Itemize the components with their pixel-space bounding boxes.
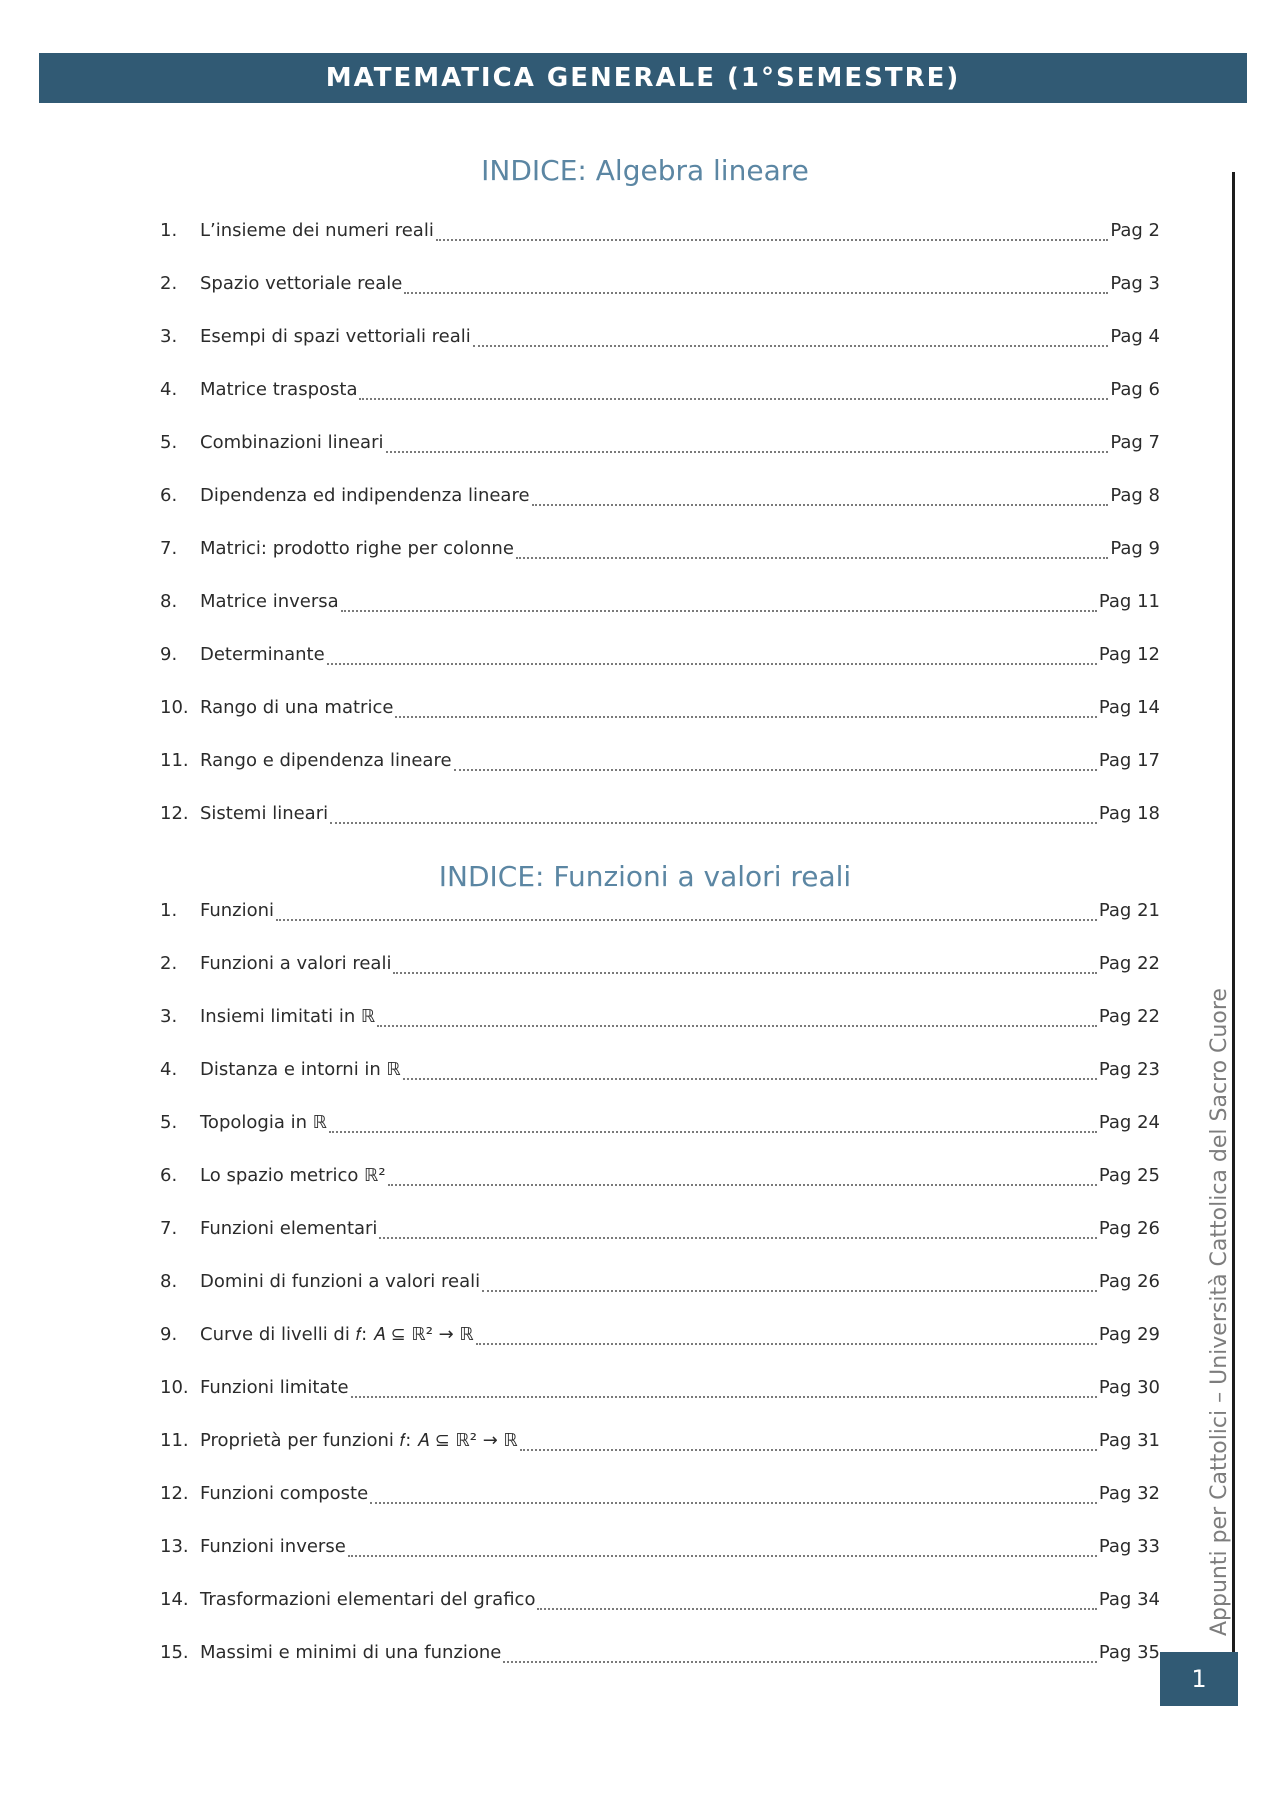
toc-item[interactable] (160, 1536, 1160, 1564)
toc-item[interactable] (160, 220, 1160, 248)
toc-number: 3. (160, 326, 178, 347)
toc-title: Curve di livelli di 𝑓: 𝐴 ⊆ ℝ² → ℝ (200, 1324, 474, 1345)
dot-leader (329, 1131, 1097, 1133)
toc-page: Pag 11 (1098, 591, 1160, 612)
toc-number: 8. (160, 591, 178, 612)
dot-leader (359, 398, 1108, 400)
toc-item[interactable] (160, 953, 1160, 981)
toc-page: Pag 23 (1098, 1059, 1160, 1080)
toc-item[interactable] (160, 326, 1160, 354)
toc-item[interactable] (160, 1430, 1160, 1458)
toc-title: Determinante (200, 644, 325, 665)
toc-title: Funzioni (200, 900, 275, 921)
toc-title: Funzioni elementari (200, 1218, 378, 1239)
dot-leader (520, 1449, 1097, 1451)
dot-leader (473, 345, 1109, 347)
toc-title: Dipendenza ed indipendenza lineare (200, 485, 530, 506)
toc-title: Trasformazioni elementari del grafico (200, 1589, 536, 1610)
toc-title: Funzioni a valori reali (200, 953, 392, 974)
toc-page: Pag 26 (1098, 1218, 1160, 1239)
toc-title: Proprietà per funzioni 𝑓: 𝐴 ⊆ ℝ² → ℝ (200, 1430, 518, 1451)
toc-item[interactable] (160, 1642, 1160, 1670)
toc-page: Pag 22 (1098, 1006, 1160, 1027)
toc-number: 4. (160, 379, 178, 400)
toc-number: 9. (160, 644, 178, 665)
toc-title: Sistemi lineari (200, 803, 329, 824)
toc-number: 11. (160, 750, 189, 771)
dot-leader (377, 1025, 1097, 1027)
dot-leader (404, 292, 1108, 294)
toc-page: Pag 2 (1110, 220, 1160, 241)
toc-number: 3. (160, 1006, 178, 1027)
toc-item[interactable] (160, 697, 1160, 725)
dot-leader (327, 663, 1097, 665)
toc-title: Distanza e intorni in ℝ (200, 1059, 401, 1080)
page-number-box (1160, 1652, 1238, 1706)
toc-number: 2. (160, 953, 178, 974)
toc-title: Funzioni limitate (200, 1377, 349, 1398)
toc-page: Pag 3 (1110, 273, 1160, 294)
toc-item[interactable] (160, 644, 1160, 672)
toc-page: Pag 12 (1098, 644, 1160, 665)
toc-title: Rango e dipendenza lineare (200, 750, 452, 771)
toc-number: 1. (160, 900, 178, 921)
page-number: 1 (1191, 1665, 1207, 1693)
toc-number: 13. (160, 1536, 189, 1557)
toc-item[interactable] (160, 273, 1160, 301)
toc-number: 12. (160, 803, 189, 824)
toc-page: Pag 8 (1110, 485, 1160, 506)
toc-title: Matrice inversa (200, 591, 339, 612)
header-title: MATEMATICA GENERALE (1°SEMESTRE) (325, 63, 961, 93)
toc-item[interactable] (160, 750, 1160, 778)
dot-leader (482, 1290, 1097, 1292)
dot-leader (454, 769, 1097, 771)
dot-leader (395, 716, 1096, 718)
toc-item[interactable] (160, 432, 1160, 460)
toc-page: Pag 18 (1098, 803, 1160, 824)
toc-page: Pag 22 (1098, 953, 1160, 974)
dot-leader (436, 239, 1108, 241)
toc-number: 6. (160, 485, 178, 506)
toc-number: 4. (160, 1059, 178, 1080)
toc-title: Matrici: prodotto righe per colonne (200, 538, 514, 559)
toc-item[interactable] (160, 1377, 1160, 1405)
toc-item[interactable] (160, 1589, 1160, 1617)
toc-number: 7. (160, 1218, 178, 1239)
section-heading-algebra: INDICE: Algebra lineare (481, 154, 809, 187)
toc-title: Esempi di spazi vettoriali reali (200, 326, 471, 347)
header-bar (39, 53, 1247, 103)
toc-item[interactable] (160, 485, 1160, 513)
toc-title: Insiemi limitati in ℝ (200, 1006, 376, 1027)
dot-leader (503, 1661, 1096, 1663)
dot-leader (348, 1555, 1097, 1557)
section-heading-funzioni: INDICE: Funzioni a valori reali (438, 860, 852, 893)
toc-title: Domini di funzioni a valori reali (200, 1271, 481, 1292)
toc-number: 14. (160, 1589, 189, 1610)
dot-leader (330, 822, 1097, 824)
toc-item[interactable] (160, 1271, 1160, 1299)
toc-page: Pag 32 (1098, 1483, 1160, 1504)
toc-item[interactable] (160, 1218, 1160, 1246)
toc-item[interactable] (160, 1165, 1160, 1193)
toc-page: Pag 25 (1098, 1165, 1160, 1186)
dot-leader (516, 557, 1108, 559)
toc-title: Rango di una matrice (200, 697, 394, 718)
toc-number: 6. (160, 1165, 178, 1186)
toc-page: Pag 6 (1110, 379, 1160, 400)
toc-item[interactable] (160, 379, 1160, 407)
toc-item[interactable] (160, 1112, 1160, 1140)
dot-leader (341, 610, 1097, 612)
toc-number: 10. (160, 697, 189, 718)
toc-page: Pag 34 (1098, 1589, 1160, 1610)
dot-leader (403, 1078, 1097, 1080)
toc-page: Pag 29 (1098, 1324, 1160, 1345)
toc-number: 5. (160, 432, 178, 453)
toc-title: Massimi e minimi di una funzione (200, 1642, 502, 1663)
dot-leader (537, 1608, 1096, 1610)
toc-page: Pag 30 (1098, 1377, 1160, 1398)
toc-number: 8. (160, 1271, 178, 1292)
toc-page: Pag 31 (1098, 1430, 1160, 1451)
dot-leader (388, 1184, 1097, 1186)
toc-title: Topologia in ℝ (200, 1112, 327, 1133)
toc-page: Pag 26 (1098, 1271, 1160, 1292)
dot-leader (276, 919, 1097, 921)
toc-page: Pag 7 (1110, 432, 1160, 453)
dot-leader (351, 1396, 1097, 1398)
toc-page: Pag 35 (1098, 1642, 1160, 1663)
toc-number: 9. (160, 1324, 178, 1345)
toc-title: Funzioni inverse (200, 1536, 346, 1557)
dot-leader (386, 451, 1109, 453)
toc-page: Pag 4 (1110, 326, 1160, 347)
toc-number: 10. (160, 1377, 189, 1398)
dot-leader (370, 1502, 1097, 1504)
toc-item[interactable] (160, 538, 1160, 566)
toc-title: Spazio vettoriale reale (200, 273, 403, 294)
toc-title: Lo spazio metrico ℝ² (200, 1165, 386, 1186)
toc-item[interactable] (160, 591, 1160, 619)
dot-leader (393, 972, 1096, 974)
toc-item[interactable] (160, 1324, 1160, 1352)
toc-item[interactable] (160, 1483, 1160, 1511)
toc-number: 12. (160, 1483, 189, 1504)
toc-item[interactable] (160, 1059, 1160, 1087)
toc-page: Pag 17 (1098, 750, 1160, 771)
dot-leader (476, 1343, 1097, 1345)
toc-number: 5. (160, 1112, 178, 1133)
toc-number: 2. (160, 273, 178, 294)
toc-title: Combinazioni lineari (200, 432, 384, 453)
toc-number: 7. (160, 538, 178, 559)
toc-page: Pag 24 (1098, 1112, 1160, 1133)
toc-number: 15. (160, 1642, 189, 1663)
toc-number: 11. (160, 1430, 189, 1451)
toc-title: Matrice trasposta (200, 379, 358, 400)
toc-title: L’insieme dei numeri reali (200, 220, 434, 241)
toc-item[interactable] (160, 1006, 1160, 1034)
toc-item[interactable] (160, 803, 1160, 831)
toc-page: Pag 33 (1098, 1536, 1160, 1557)
toc-item[interactable] (160, 900, 1160, 928)
toc-page: Pag 14 (1098, 697, 1160, 718)
vertical-rule (1232, 172, 1235, 1652)
toc-page: Pag 21 (1098, 900, 1160, 921)
toc-number: 1. (160, 220, 178, 241)
dot-leader (532, 504, 1109, 506)
toc-title: Funzioni composte (200, 1483, 369, 1504)
toc-page: Pag 9 (1110, 538, 1160, 559)
side-credit-text: Appunti per Cattolici – Università Cattolica del Sacro Cuore (1207, 988, 1232, 1636)
dot-leader (379, 1237, 1096, 1239)
